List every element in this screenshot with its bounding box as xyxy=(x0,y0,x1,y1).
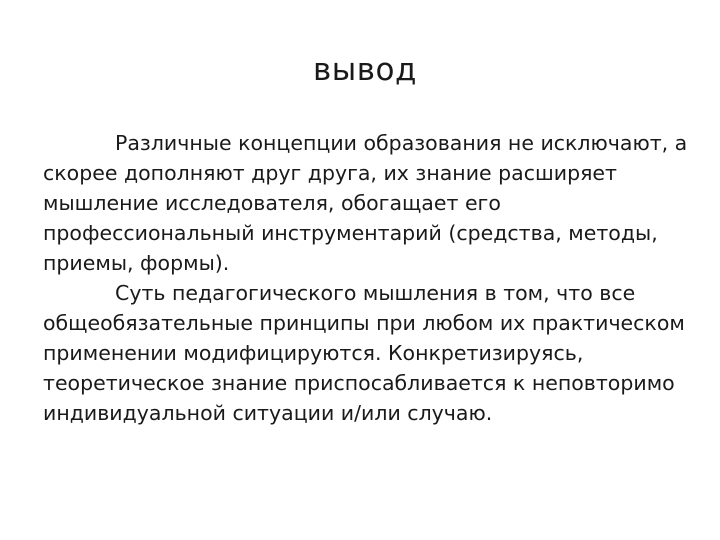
slide-title: вывод xyxy=(313,52,417,88)
paragraph-1: Различные концепции образования не исключают, а скорее дополняют друг друга, их знание расширяет мышление исследователя, обогащает его профессиональный инструментарий (средства, методы, приемы, формы). xyxy=(43,131,688,275)
paragraph-2: Суть педагогического мышления в том, что все общеобязательные принципы при любом их практическом применении модифицируются. Конкретизируясь, теоретическое знание приспосабливается к неповторимо индивидуальной ситуации и/или случаю. xyxy=(43,281,685,425)
slide-body xyxy=(43,128,698,428)
